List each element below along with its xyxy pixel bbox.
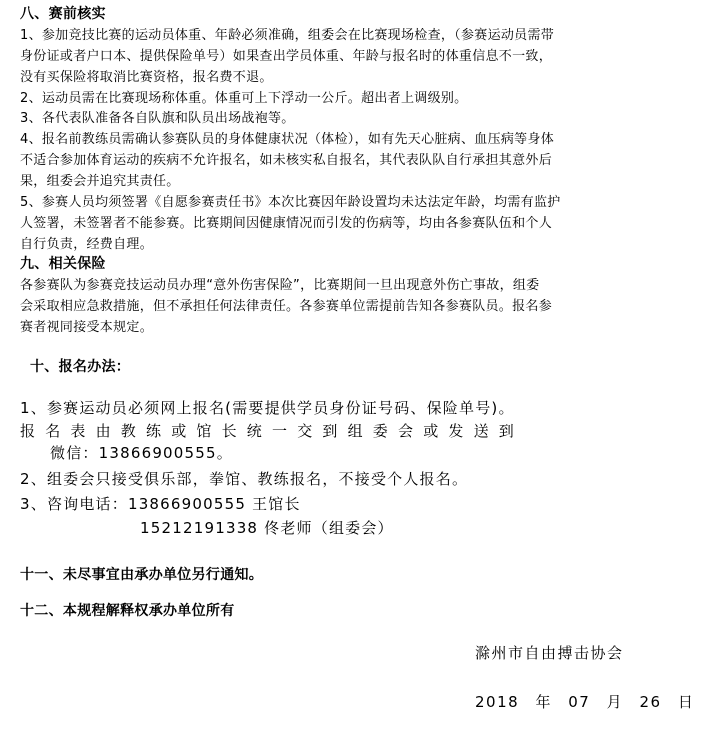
section-8-line: 自行负责，经费自理。 [20,237,154,252]
date-year-unit: 年 [535,693,552,711]
section-12-heading: 十二、本规程解释权承办单位所有 [20,603,235,619]
registration-item-2: 2、组委会只接受俱乐部，拳馆、教练报名，不接受个人报名。 [20,470,469,488]
section-8-line: 4、报名前教练员需确认参赛队员的身体健康状况（体检），如有先天心脏病、血压病等身体 [20,132,555,147]
registration-item-3: 3、咨询电话：13866900555 王馆长 [20,495,301,513]
date-day: 26 [639,693,662,711]
date-month: 07 [568,693,591,711]
registration-item-1: 1、参赛运动员必须网上报名(需要提供学员身份证号码、保险单号)。 [20,399,515,417]
section-8-line: 人签署，未签署者不能参赛。比赛期间因健康情况而引发的伤病等，均由各参赛队伍和个人 [20,216,553,231]
date-year: 2018 [475,693,520,711]
registration-item-1-cont: 报名表由教练或馆长统一交到组委会或发送到 [20,422,525,440]
signature-date [475,694,694,711]
section-10-heading: 十、报名办法： [30,359,131,375]
date-day-unit: 日 [677,693,695,711]
section-8-line: 身份证或者户口本、提供保险单号）如果查出学员体重、年龄与报名时的体重信息不一致， [20,49,553,64]
section-8-line: 没有买保险将取消比赛资格，报名费不退。 [20,70,273,85]
signature-org: 滁州市自由搏击协会 [475,644,624,662]
section-9-line: 会采取相应急救措施，但不承担任何法律责任。各参赛单位需提前告知各参赛队员。报名参 [20,299,553,314]
registration-contact-2: 15212191338 佟老师（组委会） [140,519,394,537]
section-9-heading: 九、相关保险 [20,256,106,272]
section-8-line: 不适合参加体育运动的疾病不允许报名，如未核实私自报名，其代表队队自行承担其意外后 [20,153,553,168]
section-8-line: 1、参加竞技比赛的运动员体重、年龄必须准确，组委会在比赛现场检查，（参赛运动员需带 [20,28,555,43]
date-month-unit: 月 [606,693,624,711]
section-8-line: 3、各代表队准备各自队旗和队员出场战袍等。 [20,111,295,126]
registration-wechat: 微信：13866900555。 [50,444,233,462]
section-8-line: 果，组委会并追究其责任。 [20,174,180,189]
section-8-heading: 八、赛前核实 [20,6,106,22]
section-9-line: 各参赛队为参赛竞技运动员办理“意外伤害保险”，比赛期间一旦出现意外伤亡事故，组委 [20,278,540,293]
section-8-line: 2、运动员需在比赛现场称体重。体重可上下浮动一公斤。超出者上调级别。 [20,91,468,106]
section-9-line: 赛者视同接受本规定。 [20,320,154,335]
section-11-heading: 十一、未尽事宜由承办单位另行通知。 [20,567,264,583]
section-8-line: 5、参赛人员均须签署《自愿参赛责任书》本次比赛因年龄设置均未达法定年龄，均需有监护 [20,195,561,210]
